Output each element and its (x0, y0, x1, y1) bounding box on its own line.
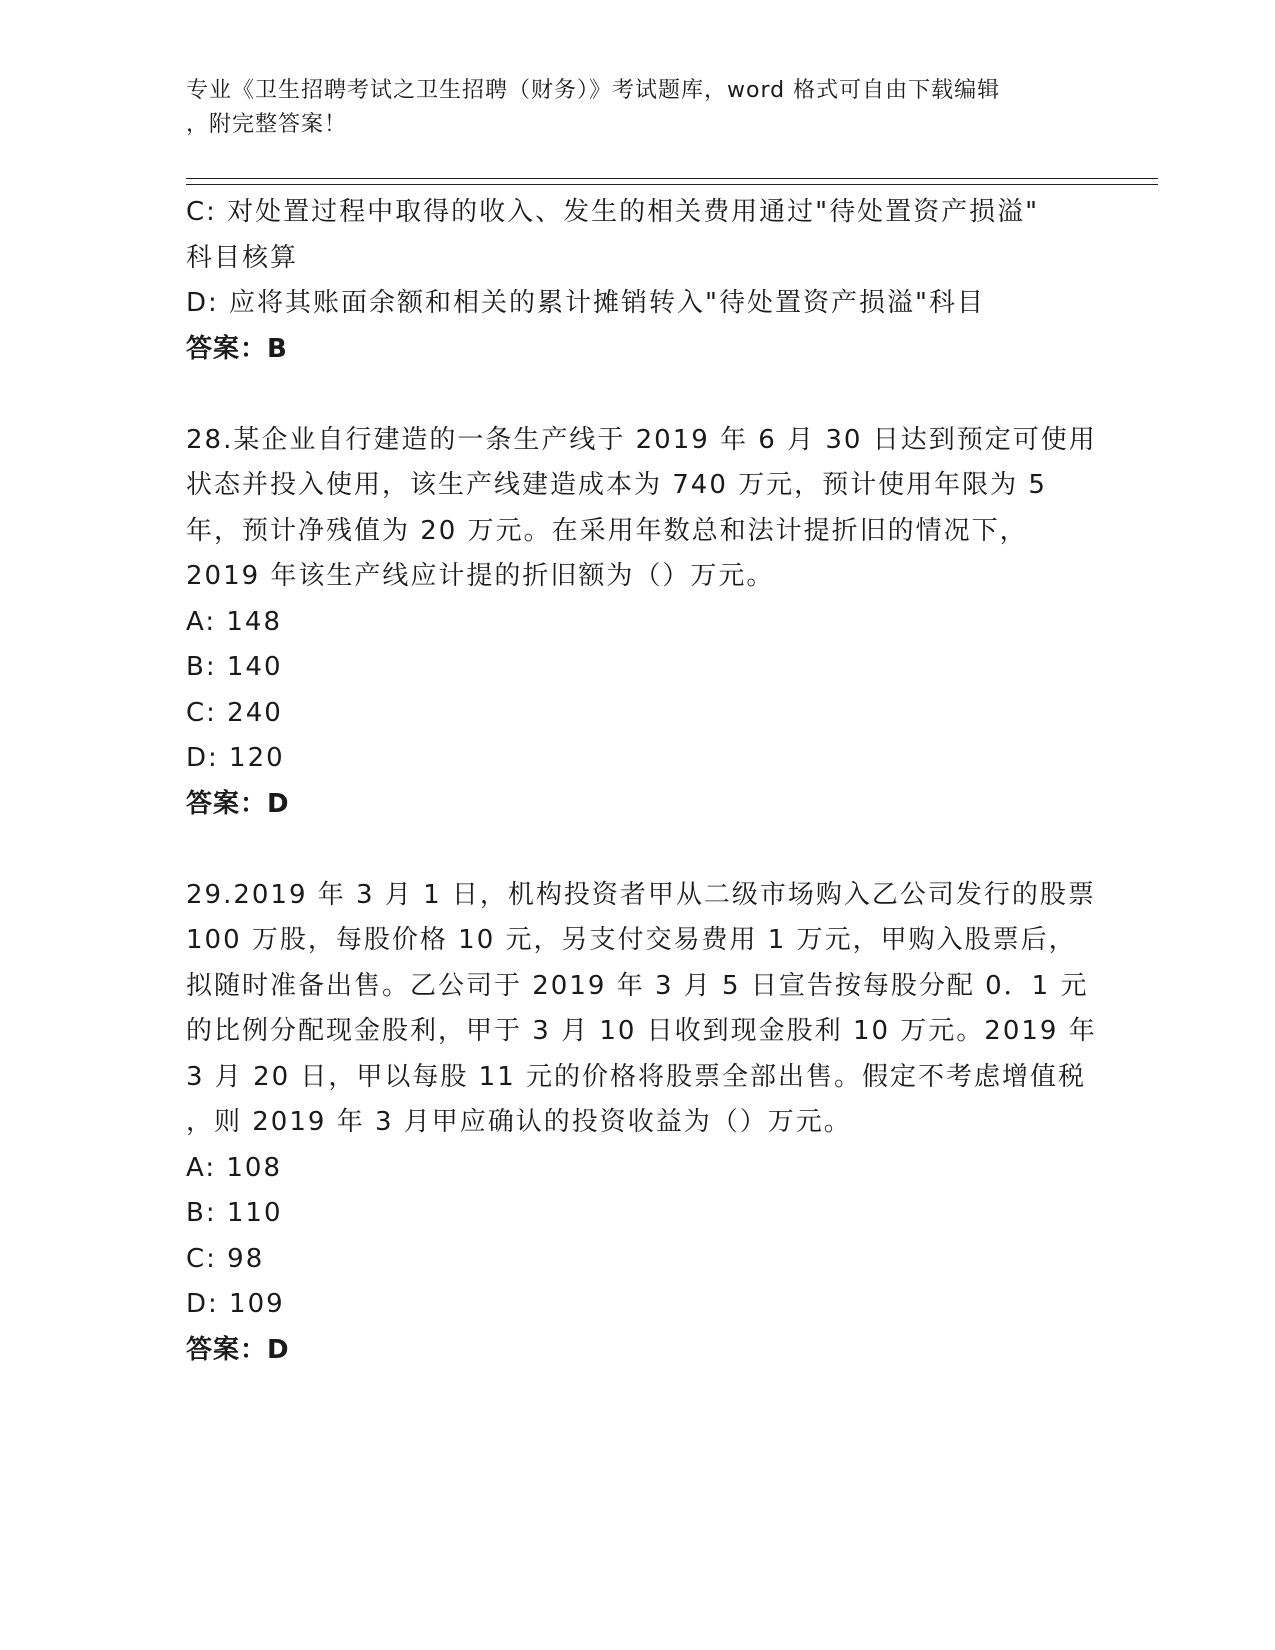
answer: 答案：D (186, 1334, 290, 1365)
answer: 答案：B (186, 333, 288, 364)
question-stem-line: ，则 2019 年 3 月甲应确认的投资收益为（）万元。 (186, 1107, 852, 1137)
option-c: C: 对处置过程中取得的收入、发生的相关费用通过"待处置资产损溢" (186, 197, 1040, 227)
header-rule-bottom (186, 184, 1158, 185)
header-line-1: 专业《卫生招聘考试之卫生招聘（财务）》考试题库，word 格式可自由下载编辑 (186, 78, 1001, 103)
question-stem-line: 2019 年该生产线应计提的折旧额为（）万元。 (186, 561, 775, 591)
question-stem-line: 29.2019 年 3 月 1 日，机构投资者甲从二级市场购入乙公司发行的股票 (186, 879, 1096, 910)
document-body (186, 190, 1097, 1373)
question-stem-line: 28.某企业自行建造的一条生产线于 2019 年 6 月 30 日达到预定可使用 (186, 424, 1097, 455)
option-c: C: 98 (186, 1243, 265, 1274)
question-stem-line: 的比例分配现金股利，甲于 3 月 10 日收到现金股利 10 万元。2019 年 (186, 1016, 1097, 1046)
option-d: D: 120 (186, 743, 285, 773)
spacer (186, 827, 1086, 873)
answer: 答案：D (186, 788, 290, 819)
spacer (186, 372, 1086, 418)
option-b: B: 140 (186, 652, 283, 682)
question-stem-line: 年，预计净残值为 20 万元。在采用年数总和法计提折旧的情况下， (186, 515, 1028, 546)
header-line-2: ，附完整答案！ (186, 112, 348, 137)
option-b: B: 110 (186, 1198, 283, 1228)
question-29 (186, 873, 1097, 1374)
option-c: C: 240 (186, 697, 283, 728)
option-a: A: 108 (186, 1152, 282, 1183)
previous-question (186, 190, 1086, 372)
question-28 (186, 418, 1097, 828)
option-a: A: 148 (186, 606, 282, 637)
question-stem-line: 100 万股，每股价格 10 元，另支付交易费用 1 万元，甲购入股票后， (186, 925, 1077, 955)
question-stem-line: 拟随时准备出售。乙公司于 2019 年 3 月 5 日宣告按每股分配 0．1 元 (186, 970, 1089, 1001)
document-header (186, 74, 1066, 142)
header-rule-top (186, 178, 1158, 179)
option-d: D: 应将其账面余额和相关的累计摊销转入"待处置资产损溢"科目 (186, 288, 985, 318)
question-stem-line: 状态并投入使用，该生产线建造成本为 740 万元，预计使用年限为 5 (186, 470, 1047, 500)
question-stem-line: 3 月 20 日，甲以每股 11 元的价格将股票全部出售。假定不考虑增值税 (186, 1061, 1087, 1092)
option-d: D: 109 (186, 1289, 285, 1319)
option-c-continued: 科目核算 (186, 242, 299, 273)
